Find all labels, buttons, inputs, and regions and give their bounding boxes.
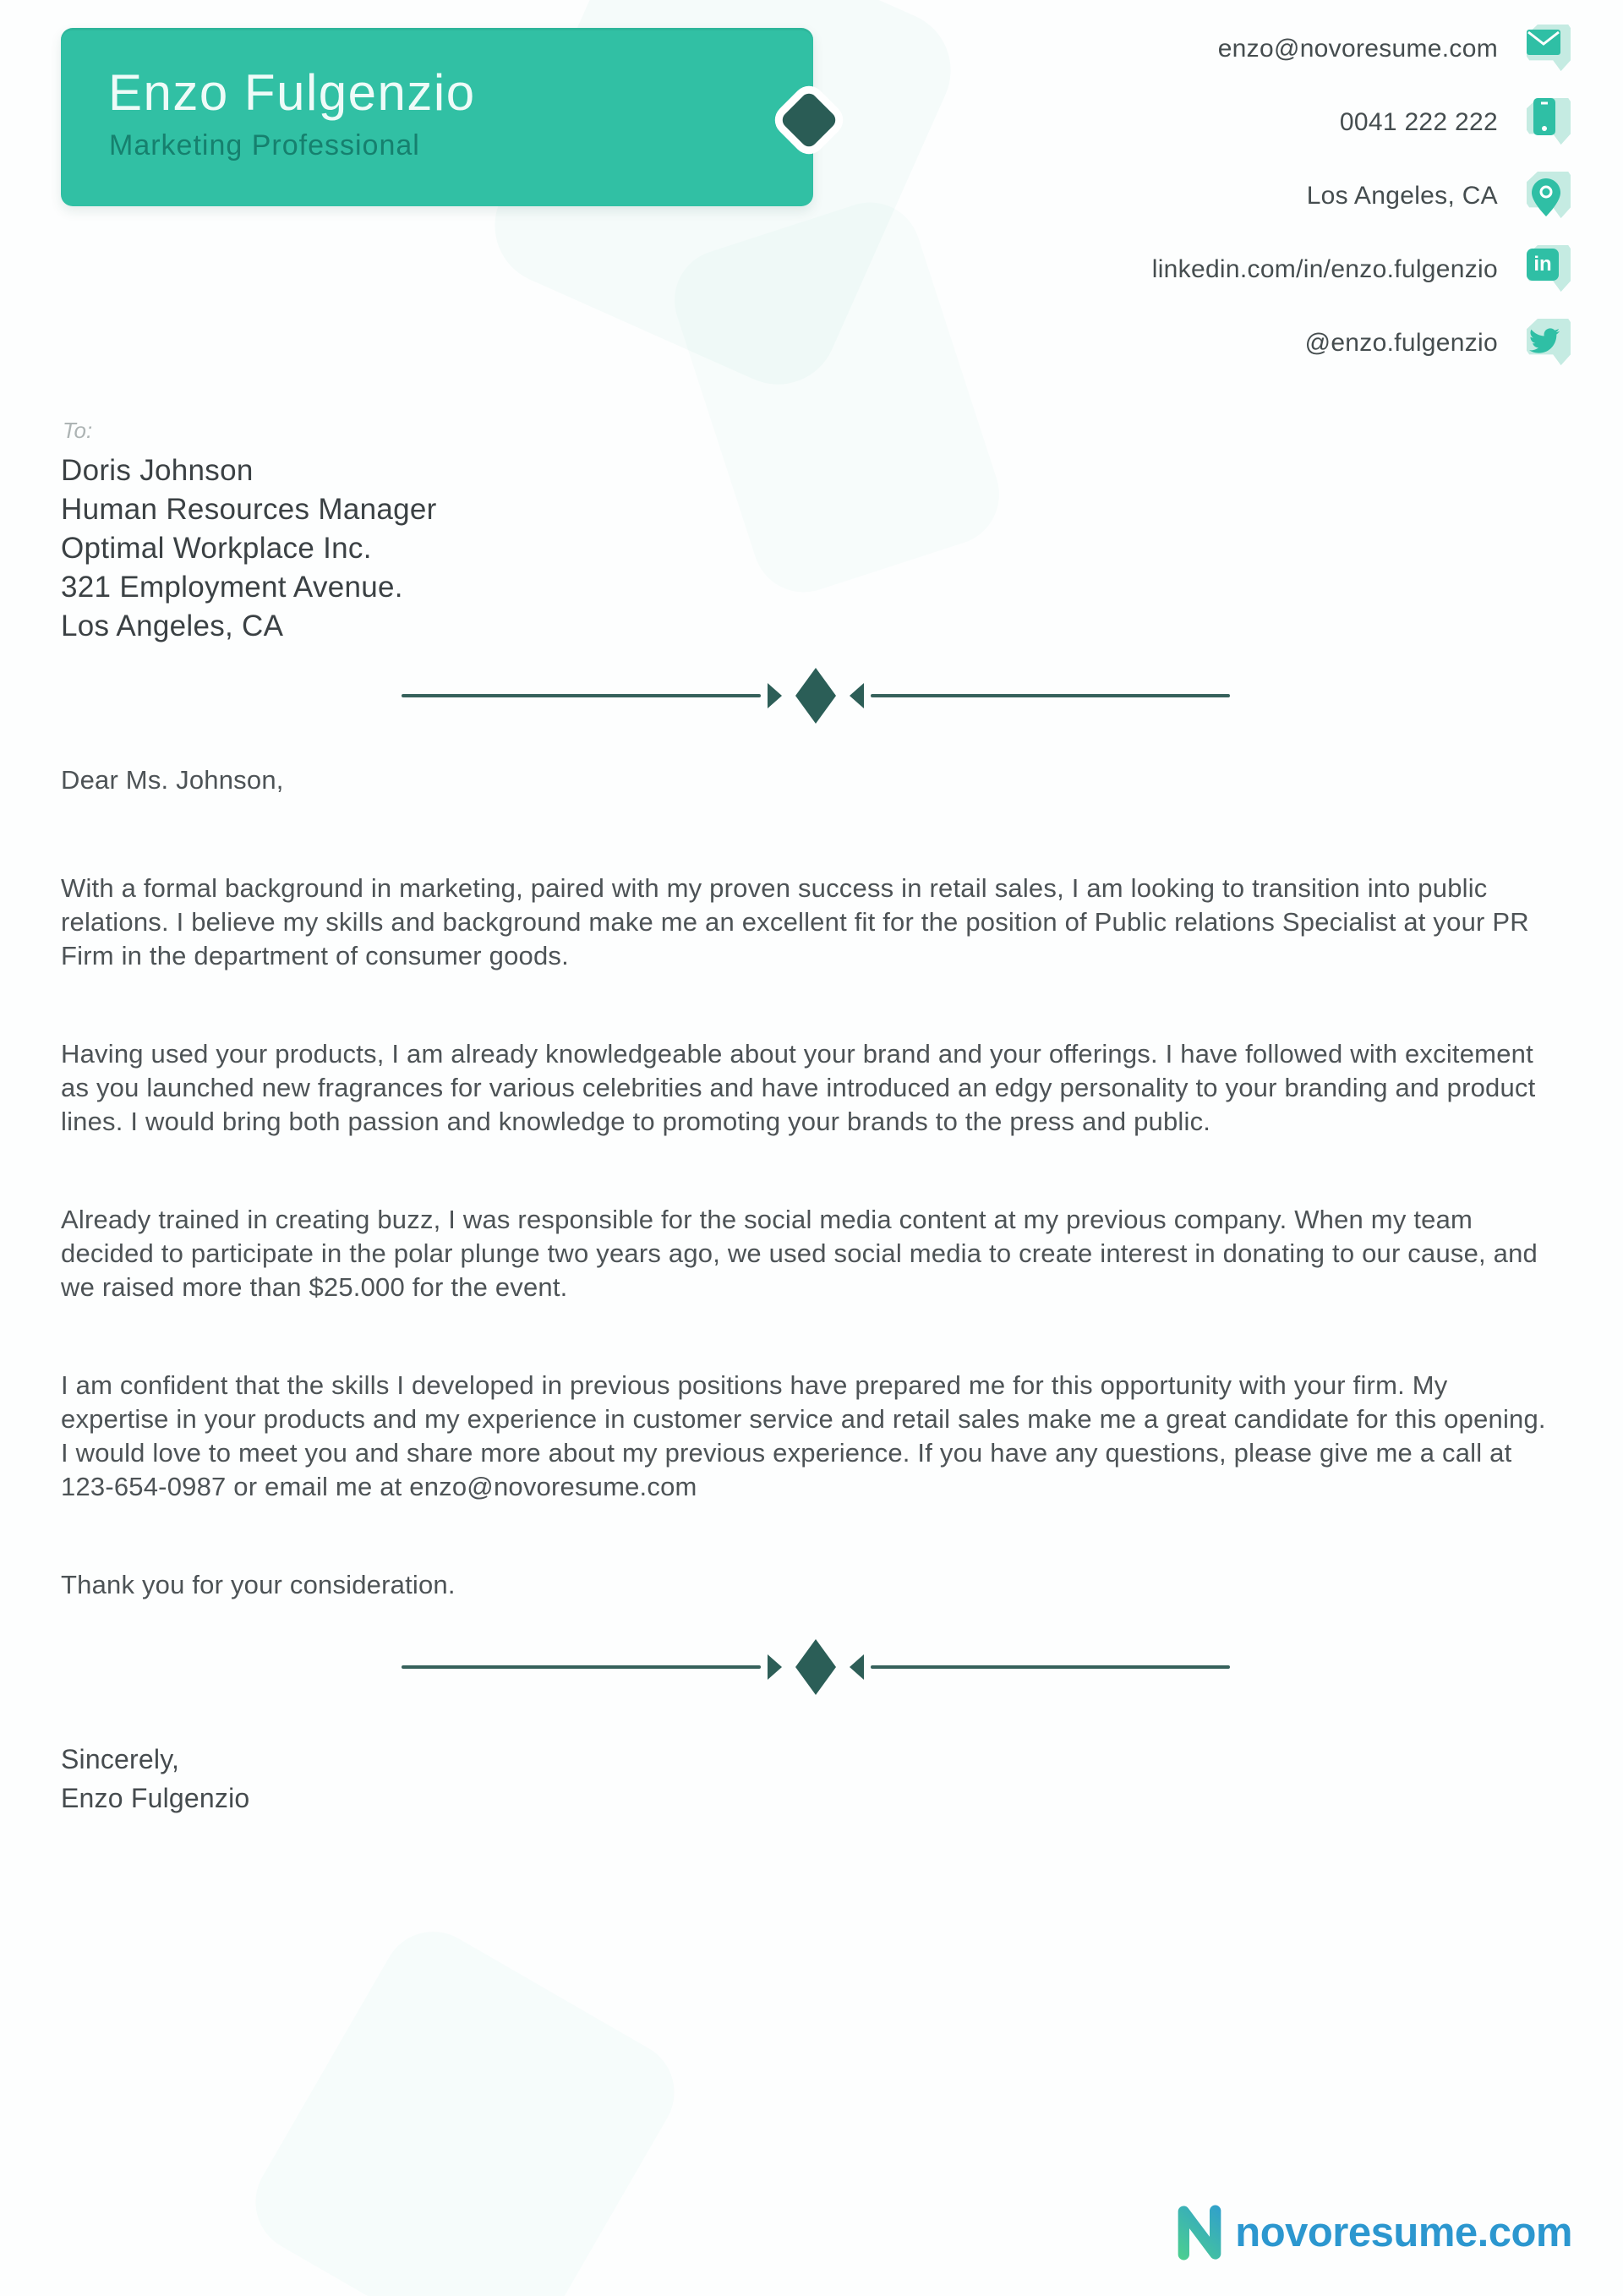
recipient-company: Optimal Workplace Inc. [61,532,372,565]
divider-arrow-left-icon [850,683,864,708]
signoff-block [61,1740,249,1818]
linkedin-icon [1527,245,1571,294]
envelope-glyph [1527,30,1560,55]
thanks-line: Thank you for your consideration. [61,1570,456,1599]
contact-row-email [1152,12,1571,85]
contact-email-text: enzo@novoresume.com [1217,34,1498,63]
twitter-icon [1527,319,1571,368]
divider-arrow-right-icon [768,1654,782,1680]
paragraph-2: Having used your products, I am already knowledgeable about your brand and your offerings. I have followed with excitement as you launched new fragrances for various celebrities and have introduced an edgy personality to your branding and product lines. I would bring both passion and knowledge to promoting your brands to the press and public. [61,1039,1536,1136]
divider-diamond-icon [795,1639,836,1695]
letter-body [61,763,1559,1602]
divider-line [402,694,761,697]
contact-twitter-text: @enzo.fulgenzio [1304,328,1498,357]
footer-brand [1172,2201,1572,2264]
contact-phone-text: 0041 222 222 [1339,107,1498,136]
novoresume-logo-icon [1172,2201,1227,2264]
background-watermark [237,1913,692,2296]
divider-diamond-icon [795,668,836,724]
recipient-city: Los Angeles, CA [61,610,284,642]
contact-row-linkedin [1152,232,1571,306]
closing-line: Sincerely, [61,1744,180,1774]
background-watermark [661,189,1012,605]
divider-line [402,1665,761,1669]
envelope-icon [1527,25,1571,74]
divider-arrow-right-icon [768,683,782,708]
contact-list [1152,12,1571,380]
divider-arrow-left-icon [850,1654,864,1680]
recipient-block [61,451,437,646]
signature-name: Enzo Fulgenzio [61,1783,250,1813]
contact-row-location [1152,159,1571,232]
twitter-bird-glyph [1527,325,1562,356]
divider-line [871,1665,1230,1669]
location-pin-icon [1527,172,1571,221]
recipient-address: 321 Employment Avenue. [61,571,403,604]
header-card [61,28,813,206]
to-label: To: [63,418,93,443]
section-divider [402,668,1230,724]
divider-line [871,694,1230,697]
paragraph-4: I am confident that the skills I developed in previous positions have prepared me for this opportunity with your firm. My expertise in your products and my experience in customer service and retail sales make me a great candidate for this opening. I would love to meet you and share more about my previous experience. If you have any questions, please give me a call at 123-654-0987 or email me at enzo@novoresume.com [61,1370,1546,1501]
contact-row-twitter [1152,306,1571,380]
paragraph-3: Already trained in creating buzz, I was responsible for the social media content at my previous company. When my team decided to participate in the polar plunge two years ago, we used social media to create interest in donating to our cause, and we raised more than $25.000 for the event. [61,1205,1538,1302]
salutation: Dear Ms. Johnson, [61,765,284,795]
contact-location-text: Los Angeles, CA [1306,181,1498,210]
section-divider [402,1639,1230,1695]
person-title: Marketing Professional [109,129,420,161]
contact-row-phone [1152,85,1571,159]
person-name: Enzo Fulgenzio [108,64,476,121]
novoresume-wordmark: novoresume.com [1235,2210,1572,2255]
recipient-role: Human Resources Manager [61,493,437,526]
contact-linkedin-text: linkedin.com/in/enzo.fulgenzio [1151,254,1498,283]
paragraph-1: With a formal background in marketing, paired with my proven success in retail sales, I am looking to transition into public relations. I believe my skills and background make me an excellent fit for the position of Public relations Specialist at your PR Firm in the department of consumer goods. [61,873,1529,970]
location-pin-glyph [1532,178,1560,216]
linkedin-glyph: in [1527,249,1559,281]
phone-glyph [1533,98,1555,135]
phone-icon [1527,98,1571,147]
recipient-name: Doris Johnson [61,454,254,487]
